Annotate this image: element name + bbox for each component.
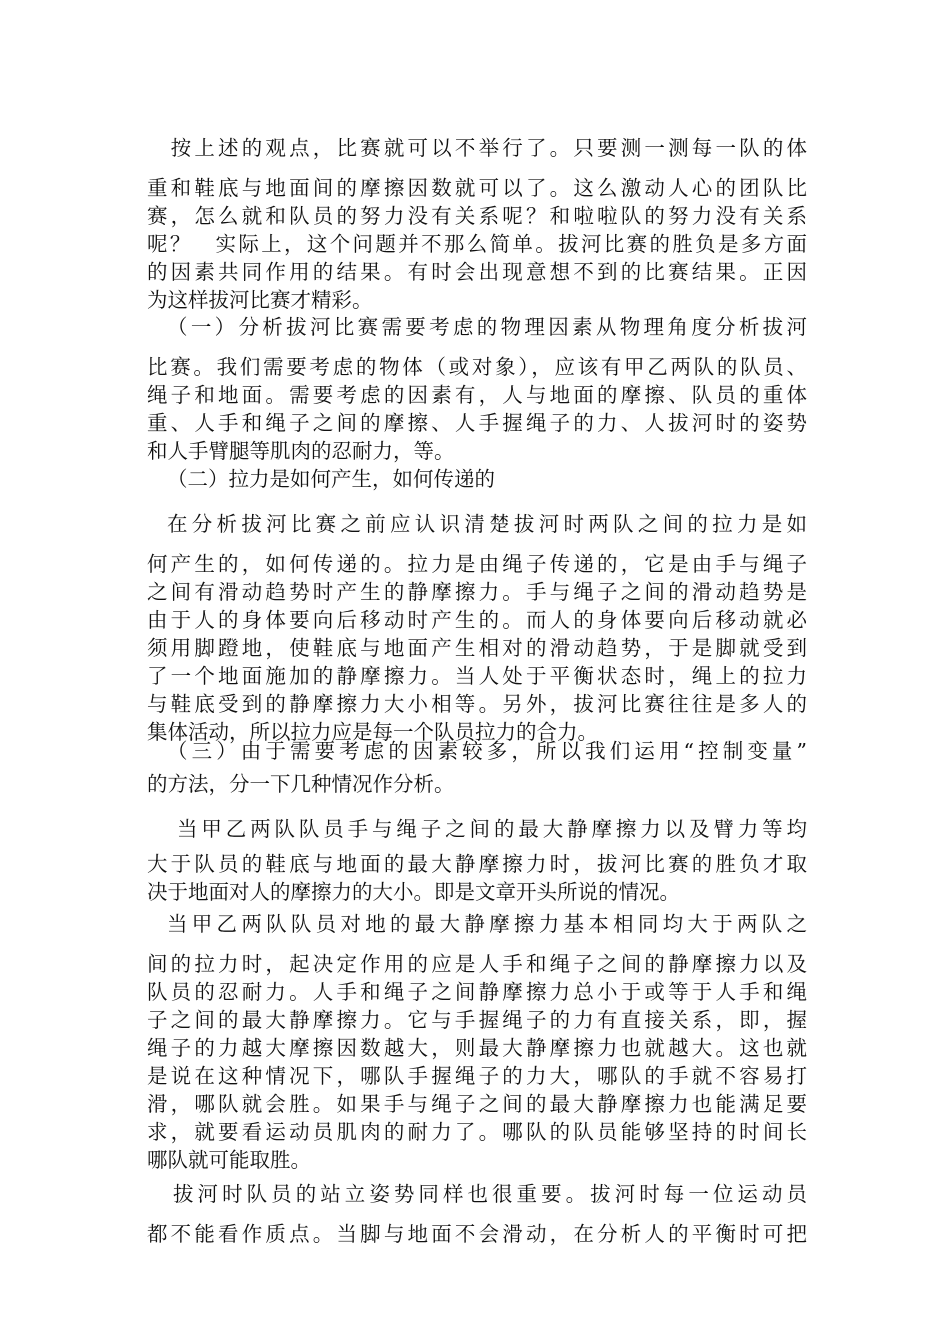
text-line: 重和鞋底与地面间的摩擦因数就可以了。这么激动人心的团队比 [147,176,807,200]
text-line: 之间有滑动趋势时产生的静摩擦力。手与绳子之间的滑动趋势是 [147,580,807,604]
section-heading: （一）分析拔河比赛需要考虑的物理因素从物理角度分析拔河 [167,315,807,339]
text-line: 求，就要看运动员肌肉的耐力了。哪队的队员能够坚持的时间长 [147,1120,807,1144]
text-line: 须用脚蹬地，使鞋底与地面产生相对的滑动趋势，于是脚就受到 [147,636,807,660]
text-line: 拔河时队员的站立姿势同样也很重要。拔河时每一位运动员 [173,1182,807,1206]
text-line: 是说在这种情况下，哪队手握绳子的力大，哪队的手就不容易打 [147,1064,807,1088]
text-line: 呢？ 实际上，这个问题并不那么简单。拔河比赛的胜负是多方面 [147,232,807,256]
text-line: 哪队就可能取胜。 [147,1148,311,1172]
text-line: 队员的忍耐力。人手和绳子之间静摩擦力总小于或等于人手和绳 [147,980,807,1004]
text-line: 当甲乙两队队员对地的最大静摩擦力基本相同均大于两队之 [167,912,807,936]
text-line: 绳子和地面。需要考虑的因素有，人与地面的摩擦、队员的重体 [147,383,807,407]
text-line: 绳子的力越大摩擦因数越大，则最大静摩擦力也就越大。这也就 [147,1036,807,1060]
text-line: 子之间的最大静摩擦力。它与手握绳子的力有直接关系，即，握 [147,1008,807,1032]
text-line: 为这样拔河比赛才精彩。 [147,288,373,312]
text-line: 重、人手和绳子之间的摩擦、人手握绳子的力、人拔河时的姿势 [147,411,807,435]
text-line: 和人手臂腿等肌肉的忍耐力，等。 [147,439,455,463]
text-line: 的因素共同作用的结果。有时会出现意想不到的比赛结果。正因 [147,260,807,284]
text-line: 都不能看作质点。当脚与地面不会滑动，在分析人的平衡时可把 [147,1222,807,1246]
text-line: 大于队员的鞋底与地面的最大静摩擦力时，拔河比赛的胜负才取 [147,852,807,876]
text-line: 由于人的身体要向后移动时产生的。而人的身体要向后移动就必 [147,608,807,632]
text-line: 决于地面对人的摩擦力的大小。即是文章开头所说的情况。 [147,880,680,904]
text-line: 当甲乙两队队员手与绳子之间的最大静摩擦力以及臂力等均 [177,817,807,841]
text-line: 在分析拔河比赛之前应认识清楚拔河时两队之间的拉力是如 [167,512,807,536]
text-line: 的方法，分一下几种情况作分析。 [147,772,455,796]
text-line: 按上述的观点，比赛就可以不举行了。只要测一测每一队的体 [147,136,807,160]
text-line: 赛，怎么就和队员的努力没有关系呢？和啦啦队的努力没有关系 [147,204,807,228]
section-heading: （三）由于需要考虑的因素较多，所以我们运用“控制变量” [167,739,807,763]
section-heading: （二）拉力是如何产生，如何传递的 [167,467,495,491]
text-line: 与鞋底受到的静摩擦力大小相等。另外，拔河比赛往往是多人的 [147,692,807,716]
text-line: 滑，哪队就会胜。如果手与绳子之间的最大静摩擦力也能满足要 [147,1092,807,1116]
text-line: 集体活动，所以拉力应是每一个队员拉力的合力。 [147,720,598,744]
text-line: 了一个地面施加的静摩擦力。当人处于平衡状态时，绳上的拉力 [147,664,807,688]
text-line: 比赛。我们需要考虑的物体（或对象），应该有甲乙两队的队员、 [147,355,807,379]
text-line: 间的拉力时，起决定作用的应是人手和绳子之间的静摩擦力以及 [147,952,807,976]
text-line: 何产生的，如何传递的。拉力是由绳子传递的，它是由手与绳子 [147,552,807,576]
